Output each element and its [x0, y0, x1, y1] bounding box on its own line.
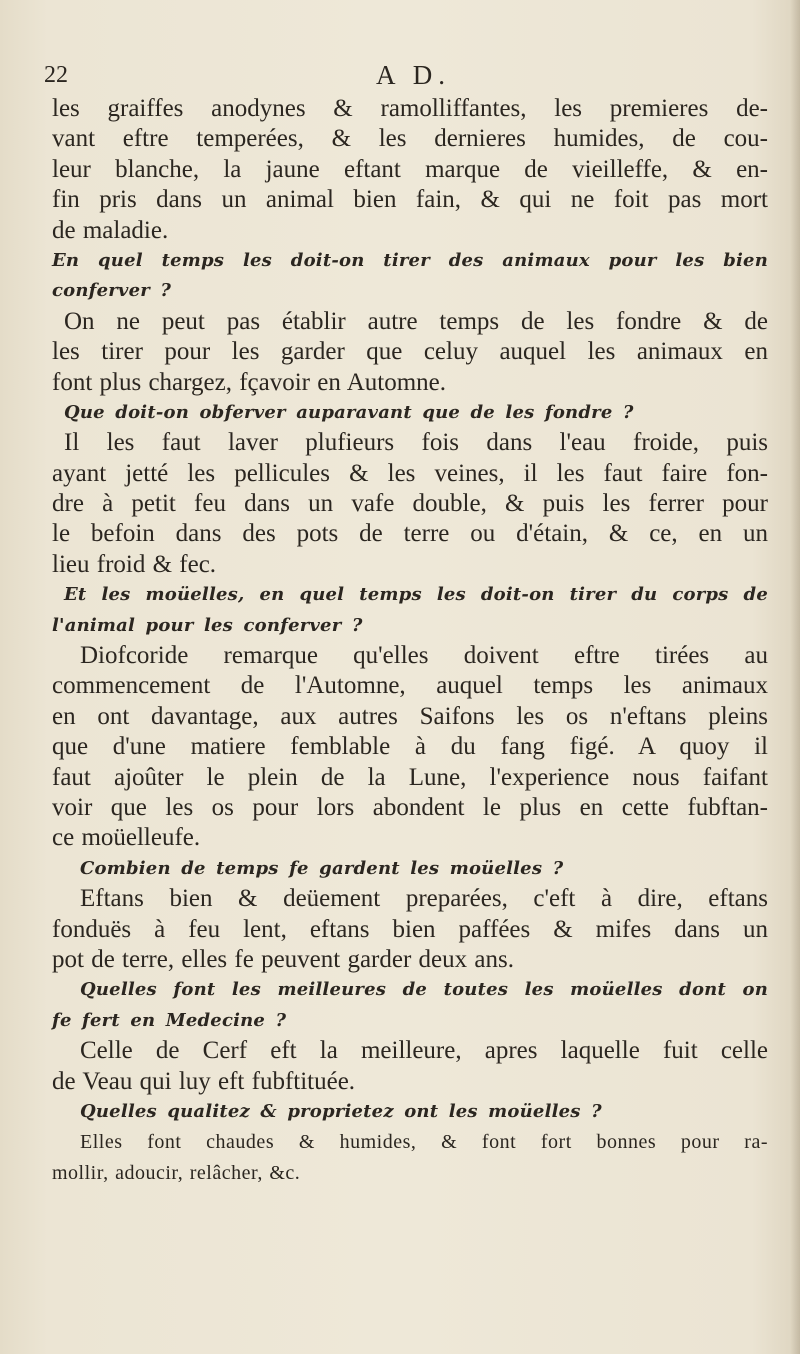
question-line: Quelles qualitez & proprietez ont les moüelles ? — [80, 1100, 602, 1122]
text-line: les graiffes anodynes & ramolliffantes, les premieres de- — [52, 95, 768, 122]
text-line: Celle de Cerf eft la meilleure, apres laquelle fuit celle — [80, 1037, 768, 1065]
question-line: Combien de temps fe gardent les moüelles ? — [80, 857, 564, 879]
text-line: commencement de l'Automne, auquel temps les animaux — [52, 672, 768, 700]
question-line: Que doit-on obferver auparavant que de les fondre ? — [64, 401, 634, 423]
text-line: vant eftre temperées, & les dernieres humides, de cou- — [52, 125, 768, 153]
text-line: lieu froid & fec. — [52, 550, 217, 578]
question-line: conferver ? — [52, 280, 172, 302]
page-number: 22 — [44, 62, 68, 88]
running-head: A D. — [376, 60, 452, 90]
text-line: mollir, adoucir, relâcher, &c. — [52, 1161, 301, 1184]
text-line: Elles font chaudes & humides, & font fort bonnes pour ra- — [80, 1131, 768, 1154]
text-line: Diofcoride remarque qu'elles doivent eftre tirées au — [80, 642, 768, 670]
text-line: Eftans bien & deüement preparées, c'eft à dire, eftans — [80, 885, 768, 913]
question-line: l'animal pour les conferver ? — [52, 614, 363, 636]
question-line: fe fert en Medecine ? — [52, 1009, 287, 1031]
text-line: en ont davantage, aux autres Saifons les os n'eftans pleins — [52, 702, 768, 730]
body-text — [52, 94, 768, 1188]
text-line: On ne peut pas établir autre temps de les fondre & de — [64, 307, 768, 335]
text-line: pot de terre, elles fe peuvent garder deux ans. — [52, 945, 514, 973]
text-line: faut ajoûter le plein de la Lune, l'experience nous faifant — [52, 763, 768, 791]
question-line: En quel temps les doit-on tirer des animaux pour les bien — [52, 249, 768, 271]
page-header — [0, 60, 800, 94]
text-line: que d'une matiere femblable à du fang figé. A quoy il — [52, 733, 768, 761]
text-line: le befoin dans des pots de terre ou d'étain, & ce, en un — [52, 520, 768, 548]
text-line: ayant jetté les pellicules & les veines, il les faut faire fon- — [52, 459, 768, 487]
text-line: de Veau qui luy eft fubftituée. — [52, 1067, 356, 1095]
text-line: font plus chargez, fçavoir en Automne. — [52, 368, 447, 396]
text-line: ce moüelleufe. — [52, 824, 201, 852]
question-line: Et les moüelles, en quel temps les doit-on tirer du corps de — [64, 584, 768, 606]
text-line: les tirer pour les garder que celuy auquel les animaux en — [52, 338, 768, 366]
text-line: fin pris dans un animal bien fain, & qui ne foit pas mort — [52, 186, 768, 214]
question-line: Quelles font les meilleures de toutes les moüelles dont on — [80, 979, 768, 1001]
text-line: voir que les os pour lors abondent le plus en cette fubftan- — [52, 793, 768, 821]
text-line: Il les faut laver plufieurs fois dans l'eau froide, puis — [64, 429, 768, 457]
text-line: dre à petit feu dans un vafe double, & puis les ferrer pour — [52, 490, 768, 518]
page-edge-shadow — [790, 0, 800, 1354]
text-line: de maladie. — [52, 216, 169, 244]
text-line: fonduës à feu lent, eftans bien paffées & mifes dans un — [52, 915, 768, 943]
text-line: leur blanche, la jaune eftant marque de vieilleffe, & en- — [52, 155, 768, 183]
